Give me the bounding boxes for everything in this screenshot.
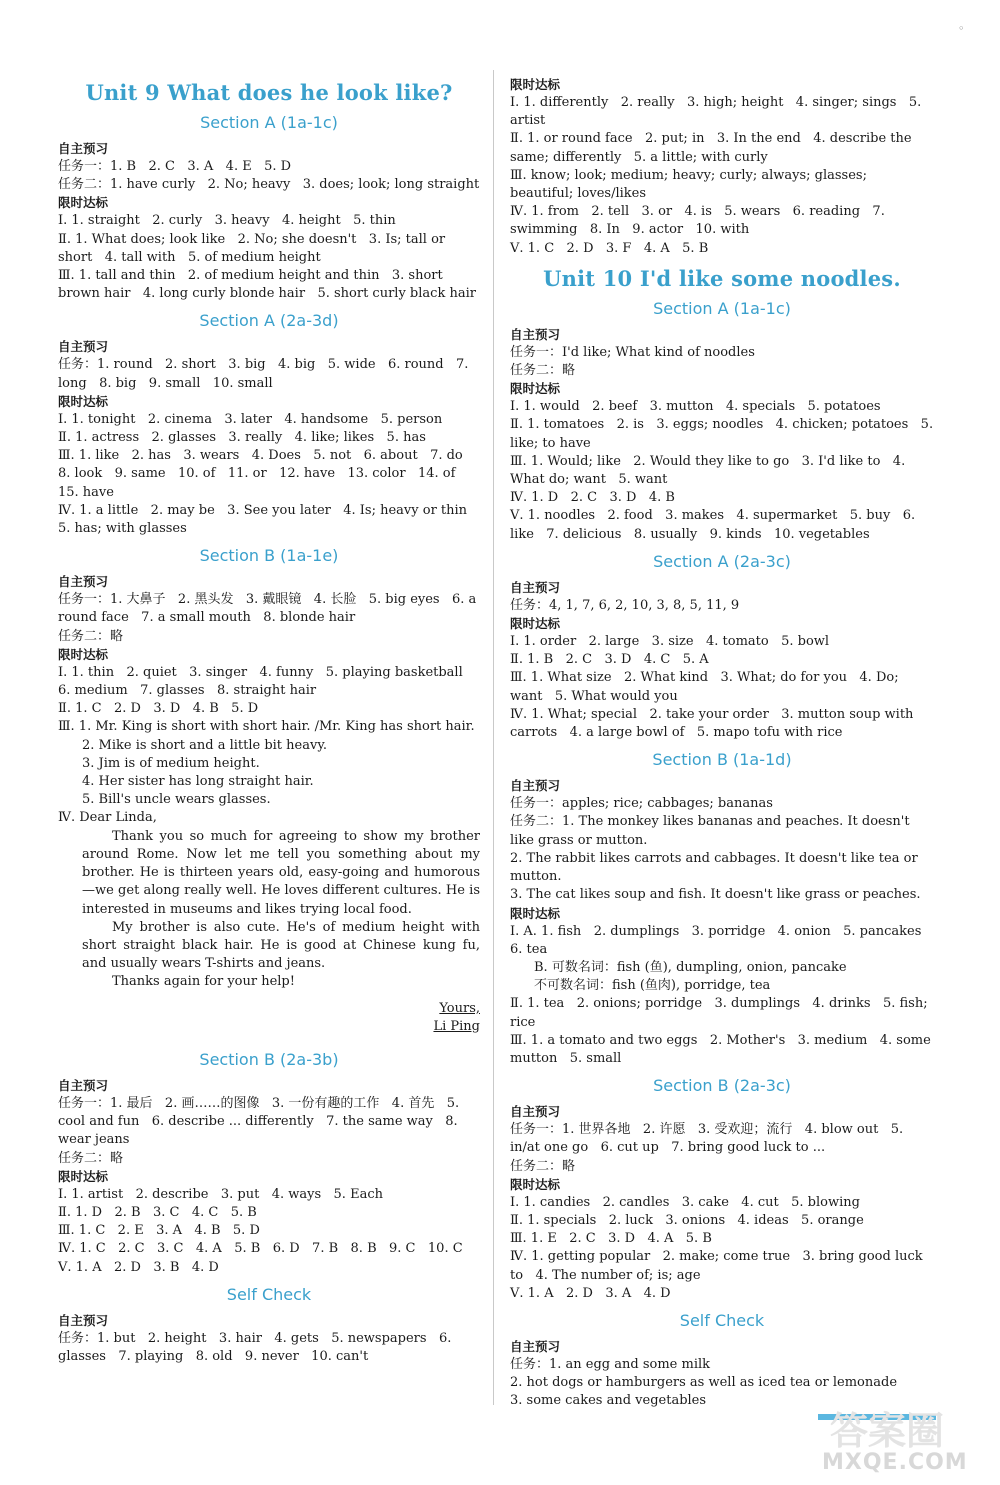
- answer-line: Ⅰ. 1. order 2. large 3. size 4. tomato 5. bowl: [510, 634, 830, 650]
- answer-line: Ⅳ. 1. getting popular 2. make; come true 3. bring good luck to 4. The number of; is; age: [510, 1249, 927, 1283]
- letter-closing-text: Yours,: [439, 1000, 480, 1016]
- answer-line: Ⅱ. 1. specials 2. luck 3. onions 4. ideas 5. orange: [510, 1212, 864, 1228]
- answer-line: Ⅲ. 1. What size 2. What kind 3. What; do for you 4. Do; want 5. What would you: [510, 670, 903, 704]
- preview-heading: 自主预习: [58, 141, 109, 156]
- practice-heading: 限时达标: [58, 1168, 109, 1184]
- unit10-section-b-1a-1d: [510, 750, 934, 1068]
- answer-line: Ⅳ. 1. a little 2. may be 3. See you later 4. Is; heavy or thin 5. has; with glasses: [58, 502, 480, 537]
- unit10-section-b-2a-3c: [510, 1076, 934, 1303]
- unit-9-title: Unit 9 What does he look like?: [85, 80, 453, 105]
- practice-heading: 限时达标: [510, 381, 561, 397]
- answer-line: Ⅱ. 1. actress 2. glasses 3. really 4. like; likes 5. has: [58, 430, 426, 446]
- answer-line: Ⅲ. know; look; medium; heavy; curly; always; glasses; beautiful; loves/likes: [510, 167, 872, 202]
- answer-line: Ⅰ. 1. tonight 2. cinema 3. later 4. handsome 5. person: [58, 411, 443, 427]
- answer-line: Ⅲ. 1. a tomato and two eggs 2. Mother's 3. medium 4. some mutton 5. small: [510, 1032, 935, 1066]
- section-title: Section A (1a-1c): [200, 113, 338, 132]
- answer-line: Ⅳ. 1. from 2. tell 3. or 4. is 5. wears 6. reading 7. swimming 8. In 9. actor 10. with: [510, 204, 889, 238]
- practice-heading: 限时达标: [510, 905, 561, 921]
- practice-heading: 限时达标: [58, 393, 109, 409]
- answer-line: 任务一：1. 最后 2. 画……的图像 3. 一份有趣的工作 4. 首先 5. cool and fun 6. describe ... differently 7. the same way 8. wear jeans: [58, 1095, 464, 1148]
- answer-line: Ⅱ. 1. B 2. C 3. D 4. C 5. A: [510, 652, 709, 668]
- answer-line: 任务二：1. have curly 2. No; heavy 3. does; look; long straight: [58, 177, 480, 193]
- answer-line: 任务二：略: [510, 1158, 576, 1174]
- unit10-section-a-2a-3c: [510, 552, 934, 742]
- preview-heading: 自主预习: [510, 1338, 561, 1354]
- letter-paragraph-1: Thank you so much for agreeing to show my brother around Rome. Now let me tell you something about my brother. He is thirteen years old, easy-going and humorous—we get along really well. He loves different cultures. He is interested in museums and likes trying local food.: [82, 828, 485, 917]
- answer-line: Ⅱ. 1. or round face 2. put; in 3. In the end 4. describe the same; differently 5. a little; with curly: [510, 131, 916, 165]
- answer-line: 不可数名词：fish (鱼肉), porridge, tea: [534, 978, 771, 994]
- answer-line: 任务二：略: [58, 628, 124, 644]
- answer-line: Ⅱ. 1. What does; look like 2. No; she doesn't 3. Is; tall or short 4. tall with 5. of medium height: [58, 231, 450, 265]
- section-title: Section B (2a-3b): [199, 1049, 339, 1069]
- answer-line: Ⅱ. 1. C 2. D 3. D 4. B 5. D: [58, 701, 259, 717]
- answer-line: Ⅴ. 1. noodles 2. food 3. makes 4. supermarket 5. buy 6. like 7. delicious 8. usually 9. kinds 10. vegetables: [510, 508, 920, 542]
- letter-closing: [58, 1000, 480, 1018]
- preview-heading: 自主预习: [510, 778, 561, 794]
- answer-line: 任务：1. round 2. short 3. big 4. big 5. wide 6. round 7. long 8. big 9. small 10. small: [58, 357, 473, 391]
- practice-heading: 限时达标: [58, 646, 109, 662]
- right-column: [510, 76, 938, 1411]
- practice-heading: 限时达标: [510, 77, 561, 92]
- unit-10-title: Unit 10 I'd like some noodles.: [543, 265, 901, 291]
- answer-line: Ⅳ. 1. What; special 2. take your order 3. mutton soup with carrots 4. a large bowl of 5. mapo tofu with rice: [510, 706, 918, 741]
- column-divider: [493, 70, 494, 1405]
- unit9-section-b-1a-1e: [58, 546, 485, 1036]
- page-corner-mark: ◦: [958, 22, 965, 35]
- answer-line: Ⅱ. 1. D 2. B 3. C 4. C 5. B: [58, 1204, 257, 1220]
- preview-heading: 自主预习: [510, 579, 561, 595]
- answer-line: Ⅱ. 1. tea 2. onions; porridge 3. dumplings 4. drinks 5. fish; rice: [510, 996, 932, 1030]
- answer-line: 2. The rabbit likes carrots and cabbages. It doesn't like tea or mutton.: [510, 850, 922, 885]
- practice-heading: 限时达标: [510, 1176, 561, 1192]
- letter-signature-text: Li Ping: [433, 1018, 480, 1034]
- answer-line: Ⅰ. 1. straight 2. curly 3. heavy 4. height 5. thin: [58, 213, 396, 229]
- letter-paragraph-3: Thanks again for your help!: [112, 974, 295, 990]
- answer-line: 任务二：略: [510, 363, 576, 379]
- preview-heading: 自主预习: [510, 1104, 561, 1120]
- answer-line: 3. some cakes and vegetables: [510, 1393, 707, 1409]
- unit10-self-check: [510, 1311, 934, 1411]
- answer-line: 4. Her sister has long straight hair.: [82, 774, 314, 790]
- unit9-section-a-1a-1c: [58, 113, 480, 303]
- answer-line: Ⅲ. 1. tall and thin 2. of medium height and thin 3. short brown hair 4. long curly blonde hair 5. short curly black hair: [58, 268, 476, 302]
- answer-line: 任务二：略: [58, 1150, 124, 1166]
- section-title: Section B (1a-1d): [652, 750, 792, 770]
- unit10-section-a-1a-1c: [510, 298, 938, 544]
- preview-heading: 自主预习: [58, 574, 109, 590]
- answer-line: Ⅲ. 1. C 2. E 3. A 4. B 5. D: [58, 1223, 260, 1239]
- unit9-section-a-2a-3d: [58, 311, 480, 538]
- preview-heading: 自主预习: [510, 326, 561, 342]
- section-title: Section A (2a-3c): [653, 551, 791, 571]
- left-column: [58, 76, 485, 1366]
- answer-line: Ⅲ. 1. E 2. C 3. D 4. A 5. B: [510, 1231, 712, 1247]
- answer-line: 任务一：1. 世界各地 2. 许愿 3. 受欢迎；流行 4. blow out 5. in/at one go 6. cut up 7. bring good luck to ...: [510, 1122, 908, 1156]
- section-title: Section A (2a-3d): [199, 311, 339, 331]
- unit9-section-b-2a-3b: [58, 1050, 480, 1277]
- answer-line: 任务一：1. B 2. C 3. A 4. E 5. D: [58, 159, 292, 174]
- watermark-logo: 答案圈: [830, 1409, 945, 1453]
- section-title: Section B (2a-3c): [653, 1076, 791, 1096]
- answer-line: Ⅴ. 1. A 2. D 3. A 4. D: [510, 1285, 671, 1301]
- section-title: Section A (1a-1c): [653, 298, 791, 318]
- answer-line: Ⅰ. 1. would 2. beef 3. mutton 4. specials 5. potatoes: [510, 399, 881, 415]
- letter-greeting: Ⅳ. Dear Linda,: [58, 810, 157, 826]
- answer-line: 任务：1. an egg and some milk: [510, 1356, 711, 1372]
- answer-line: Ⅰ. 1. thin 2. quiet 3. singer 4. funny 5. playing basketball 6. medium 7. glasses 8. straight hair: [58, 664, 476, 699]
- answer-line: Ⅳ. 1. D 2. C 3. D 4. B: [510, 490, 675, 506]
- answer-line: B. 可数名词：fish (鱼), dumpling, onion, pancake: [534, 959, 847, 975]
- unit9-self-check-continued: [510, 76, 934, 258]
- preview-heading: 自主预习: [58, 1312, 109, 1328]
- answer-line: 2. hot dogs or hamburgers as well as iced tea or lemonade: [510, 1375, 898, 1391]
- answer-line: 2. Mike is short and a little bit heavy.: [82, 737, 328, 753]
- answer-line: Ⅰ. 1. candies 2. candles 3. cake 4. cut 5. blowing: [510, 1194, 860, 1210]
- unit9-self-check: [58, 1285, 480, 1366]
- answer-line: 任务：4, 1, 7, 6, 2, 10, 3, 8, 5, 11, 9: [510, 597, 740, 613]
- section-title: Self Check: [679, 1310, 765, 1330]
- answer-line: 任务二：1. The monkey likes bananas and peaches. It doesn't like grass or mutton.: [510, 814, 914, 848]
- answer-line: Ⅴ. 1. A 2. D 3. B 4. D: [58, 1259, 219, 1275]
- watermark-site: MXQE.COM: [822, 1450, 968, 1475]
- letter-signature: [58, 1018, 480, 1036]
- answer-line: Ⅰ. 1. artist 2. describe 3. put 4. ways 5. Each: [58, 1186, 383, 1202]
- practice-heading: 限时达标: [58, 195, 109, 211]
- section-title: Self Check: [226, 1284, 312, 1304]
- answer-line: Ⅲ. 1. Mr. King is short with short hair. /Mr. King has short hair.: [58, 719, 475, 735]
- answer-line: 3. The cat likes soup and fish. It doesn't like grass or peaches.: [510, 887, 921, 903]
- letter-paragraph-2: My brother is also cute. He's of medium height with short straight black hair. He is good at Chinese kung fu, and usually wears T-shirts and jeans.: [82, 919, 485, 972]
- answer-line: 任务一：apples; rice; cabbages; bananas: [510, 796, 773, 812]
- answer-line: 任务一：1. 大鼻子 2. 黑头发 3. 戴眼镜 4. 长脸 5. big eyes 6. a round face 7. a small mouth 8. blonde hair: [58, 592, 481, 626]
- answer-line: 任务一：I'd like; What kind of noodles: [510, 344, 755, 360]
- answer-line: Ⅲ. 1. Would; like 2. Would they like to go 3. I'd like to 4. What do; want 5. want: [510, 453, 910, 488]
- preview-heading: 自主预习: [58, 339, 109, 355]
- practice-heading: 限时达标: [510, 616, 561, 632]
- answer-line: 5. Bill's uncle wears glasses.: [82, 792, 271, 808]
- preview-heading: 自主预习: [58, 1077, 109, 1093]
- section-title: Section B (1a-1e): [199, 546, 339, 566]
- answer-line: Ⅰ. 1. differently 2. really 3. high; height 4. singer; sings 5. artist: [510, 95, 926, 129]
- answer-line: Ⅳ. 1. C 2. C 3. C 4. A 5. B 6. D 7. B 8. B 9. C 10. C: [58, 1241, 463, 1257]
- answer-line: 3. Jim is of medium height.: [82, 755, 260, 771]
- answer-line: Ⅴ. 1. C 2. D 3. F 4. A 5. B: [510, 240, 709, 256]
- answer-line: Ⅰ. A. 1. fish 2. dumplings 3. porridge 4. onion 5. pancakes 6. tea: [510, 923, 934, 957]
- answer-line: Ⅲ. 1. like 2. has 3. wears 4. Does 5. not 6. about 7. do 8. look 9. same 10. of 11. or 12. have 13. color 14. of 15. have: [58, 448, 476, 500]
- answer-line: 任务：1. but 2. height 3. hair 4. gets 5. newspapers 6. glasses 7. playing 8. old 9. never 10. can't: [58, 1330, 456, 1364]
- answer-line: Ⅱ. 1. tomatoes 2. is 3. eggs; noodles 4. chicken; potatoes 5. like; to have: [510, 417, 938, 451]
